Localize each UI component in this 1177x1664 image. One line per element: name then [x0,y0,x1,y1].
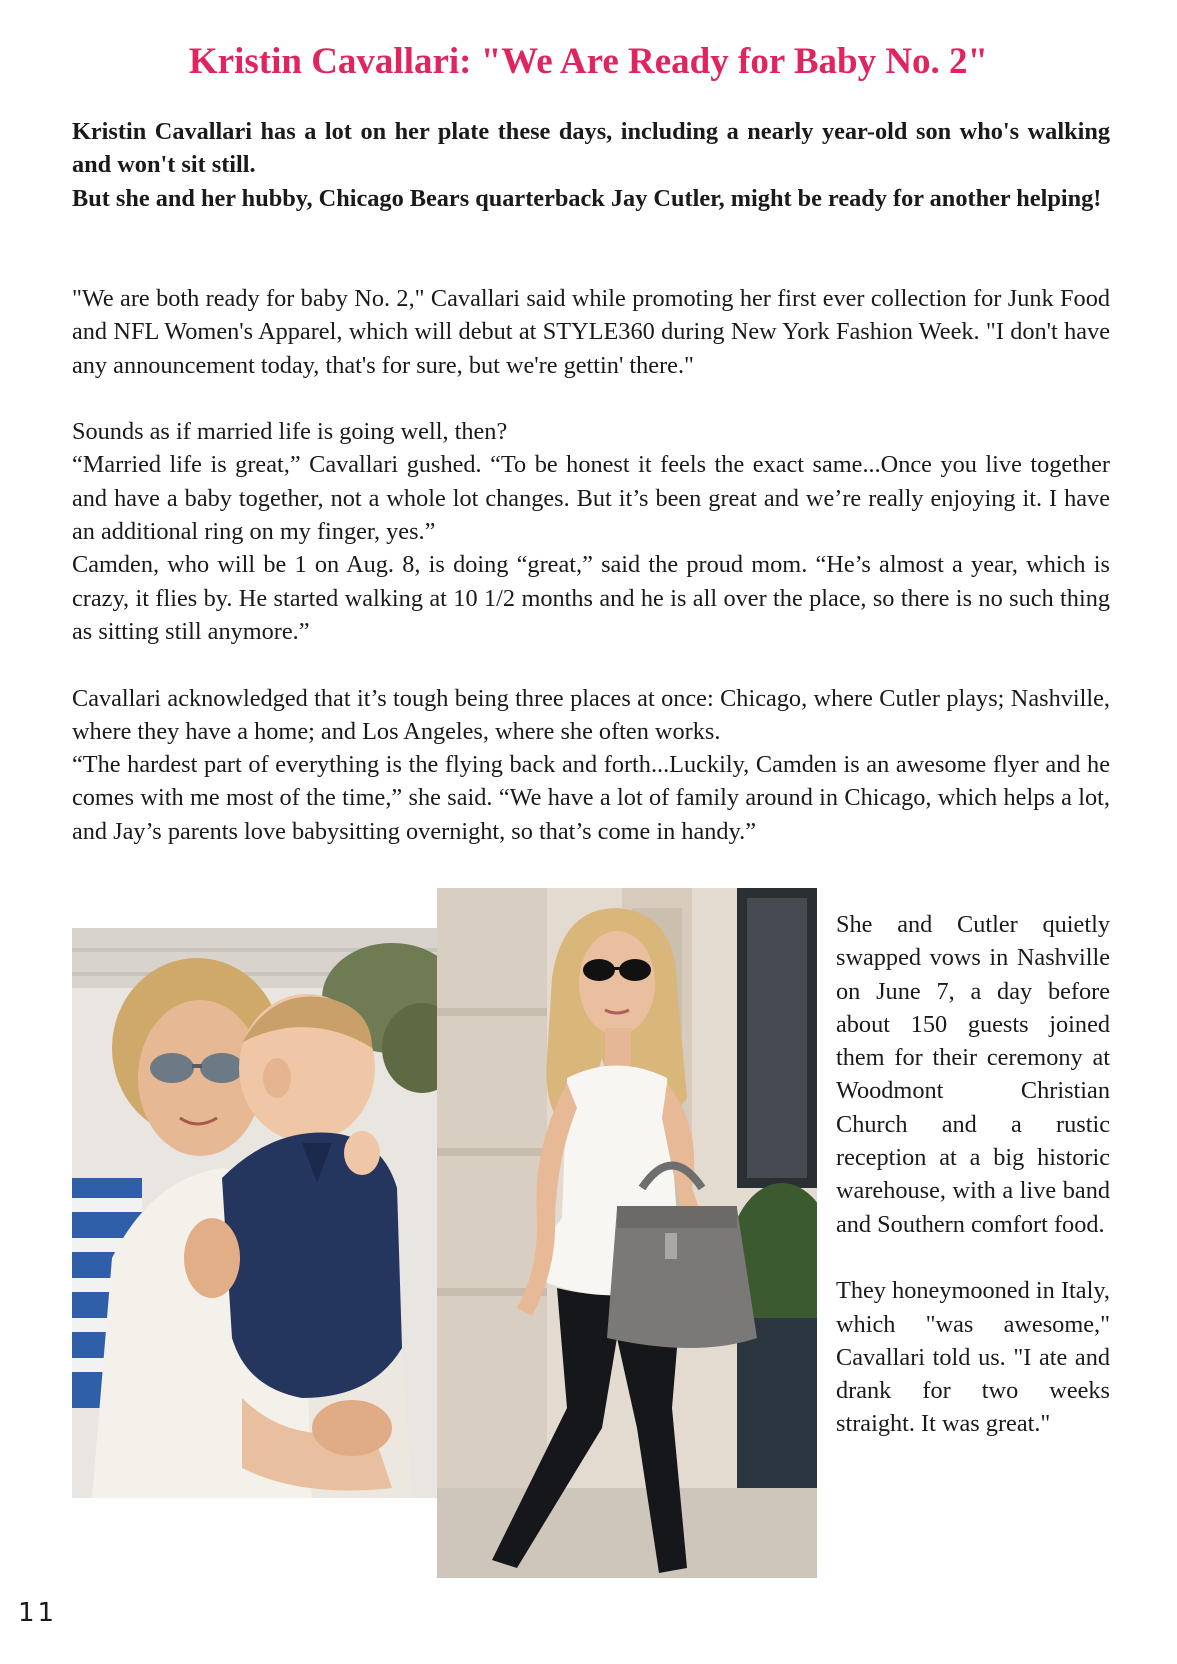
paragraph-spacer [72,648,1110,681]
woman-holding-baby-photo [72,928,437,1498]
article-lead [72,115,1110,215]
body-paragraph: Sounds as if married life is going well, then? [72,418,508,446]
body-paragraph: “The hardest part of everything is the flying back and forth...Luckily, Camden is an awesome flyer and he comes with me most of the time,” she said. “We have a lot of family around in Chicago, which helps a lot, and Jay’s parents love babysitting overnight, so that’s come in handy.” [72,751,1110,845]
lead-line: Kristin Cavallari has a lot on her plate these days, including a nearly year-old son who's walking and won't sit still. [72,118,1110,179]
side-paragraph: She and Cutler quietly swapped vows in Nashville on June 7, a day before about 150 guests joined them for their ceremony at Woodmont Christian Church and a rustic reception at a big historic warehouse, with a live band and Southern comfort food. [836,911,1110,1238]
article-title: Kristin Cavallari: "We Are Ready for Baby No. 2" [188,41,989,82]
side-paragraph: They honeymooned in Italy, which "was awesome," Cavallari told us. "I ate and drank for two weeks straight. It was great." [836,1277,1110,1438]
lead-line: But she and her hubby, Chicago Bears quarterback Jay Cutler, might be ready for another helping! [72,184,1102,212]
paragraph-spacer [72,382,1110,415]
article-body [72,282,1110,848]
body-paragraph: "We are both ready for baby No. 2," Cavallari said while promoting her first ever collection for Junk Food and NFL Women's Apparel, which will debut at STYLE360 during New York Fashion Week. "I don't have any announcement today, that's for sure, but we're gettin' there." [72,285,1110,379]
paragraph-spacer [836,1241,1110,1274]
woman-with-handbag-photo [437,888,817,1578]
side-column [836,908,1110,1441]
body-paragraph: Cavallari acknowledged that it’s tough being three places at once: Chicago, where Cutler plays; Nashville, where they have a home; and Los Angeles, where she often works. [72,684,1110,745]
body-paragraph: Camden, who will be 1 on Aug. 8, is doing “great,” said the proud mom. “He’s almost a year, which is crazy, it flies by. He started walking at 10 1/2 months and he is all over the place, so there is no such thing as sitting still anymore.” [72,551,1110,645]
body-paragraph: “Married life is great,” Cavallari gushed. “To be honest it feels the exact same...Once you live together and have a baby together, not a whole lot changes. But it’s been great and we’re really enjoying it. I have an additional ring on my finger, yes.” [72,451,1110,546]
page-number: 11 [18,1598,58,1628]
